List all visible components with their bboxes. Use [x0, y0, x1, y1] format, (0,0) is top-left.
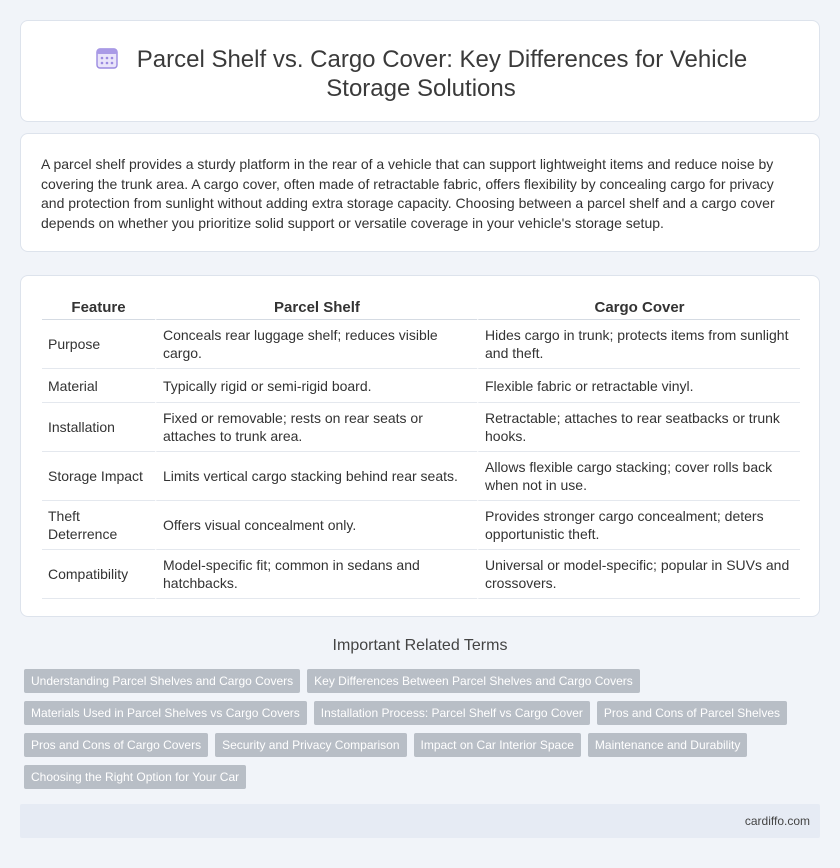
parcel-shelf-cell: Typically rigid or semi-rigid board. — [155, 369, 477, 403]
related-term-tag[interactable]: Choosing the Right Option for Your Car — [24, 765, 246, 789]
related-terms-heading: Important Related Terms — [332, 637, 508, 654]
column-header-cargo-cover: Cargo Cover — [477, 296, 800, 320]
parcel-shelf-cell: Limits vertical cargo stacking behind rear seats. — [155, 452, 477, 501]
feature-cell: Purpose — [42, 320, 155, 369]
related-term-tag[interactable]: Understanding Parcel Shelves and Cargo Covers — [24, 669, 300, 693]
footer-bar — [20, 804, 820, 838]
feature-cell: Theft Deterrence — [42, 501, 155, 550]
comparison-card — [20, 275, 820, 617]
cargo-cover-cell: Retractable; attaches to rear seatbacks or trunk hooks. — [477, 403, 800, 452]
feature-cell: Installation — [42, 403, 155, 452]
table-row — [42, 452, 800, 501]
tag-row — [24, 701, 814, 725]
table-row — [42, 320, 800, 369]
page-title — [61, 45, 781, 103]
related-term-tag[interactable]: Key Differences Between Parcel Shelves and Cargo Covers — [307, 669, 640, 693]
parcel-shelf-cell: Offers visual concealment only. — [155, 501, 477, 550]
calendar-icon — [95, 46, 119, 70]
related-term-tag[interactable]: Materials Used in Parcel Shelves vs Cargo Covers — [24, 701, 307, 725]
cargo-cover-cell: Allows flexible cargo stacking; cover rolls back when not in use. — [477, 452, 800, 501]
table-row — [42, 550, 800, 599]
feature-cell: Compatibility — [42, 550, 155, 599]
parcel-shelf-cell: Fixed or removable; rests on rear seats or attaches to trunk area. — [155, 403, 477, 452]
feature-cell: Storage Impact — [42, 452, 155, 501]
related-term-tag[interactable]: Maintenance and Durability — [588, 733, 747, 757]
related-term-tag[interactable]: Security and Privacy Comparison — [215, 733, 406, 757]
table-header-row — [42, 296, 800, 320]
feature-cell: Material — [42, 369, 155, 403]
column-header-feature: Feature — [42, 296, 155, 320]
table-row — [42, 403, 800, 452]
page-title-text: Parcel Shelf vs. Cargo Cover: Key Differences for Vehicle Storage Solutions — [136, 46, 748, 102]
table-row — [42, 501, 800, 550]
parcel-shelf-cell: Conceals rear luggage shelf; reduces visible cargo. — [155, 320, 477, 369]
header-card — [20, 20, 820, 122]
related-term-tag[interactable]: Pros and Cons of Cargo Covers — [24, 733, 208, 757]
column-header-parcel-shelf: Parcel Shelf — [155, 296, 477, 320]
related-term-tag[interactable]: Impact on Car Interior Space — [414, 733, 581, 757]
cargo-cover-cell: Provides stronger cargo concealment; deters opportunistic theft. — [477, 501, 800, 550]
related-term-tag[interactable]: Pros and Cons of Parcel Shelves — [597, 701, 787, 725]
tag-row — [24, 669, 814, 693]
cargo-cover-cell: Flexible fabric or retractable vinyl. — [477, 369, 800, 403]
parcel-shelf-cell: Model-specific fit; common in sedans and hatchbacks. — [155, 550, 477, 599]
cargo-cover-cell: Hides cargo in trunk; protects items from sunlight and theft. — [477, 320, 800, 369]
tag-row — [24, 733, 814, 757]
related-terms-list — [24, 669, 814, 797]
footer-site-link[interactable]: cardiffo.com — [744, 814, 810, 828]
tag-row — [24, 765, 814, 789]
cargo-cover-cell: Universal or model-specific; popular in SUVs and crossovers. — [477, 550, 800, 599]
comparison-table — [42, 296, 800, 599]
intro-paragraph: A parcel shelf provides a sturdy platform in the rear of a vehicle that can support lightweight items and reduce noise by covering the trunk area. A cargo cover, often made of retractable fabric, offers flexibility by concealing cargo for privacy and protection from sunlight without adding extra storage capacity. Choosing between a parcel shelf and a cargo cover depends on whether you prioritize solid support or versatile coverage in your vehicle's storage setup. — [41, 156, 775, 231]
table-row — [42, 369, 800, 403]
related-term-tag[interactable]: Installation Process: Parcel Shelf vs Cargo Cover — [314, 701, 590, 725]
intro-card — [20, 133, 820, 252]
title-wrap — [61, 45, 781, 103]
